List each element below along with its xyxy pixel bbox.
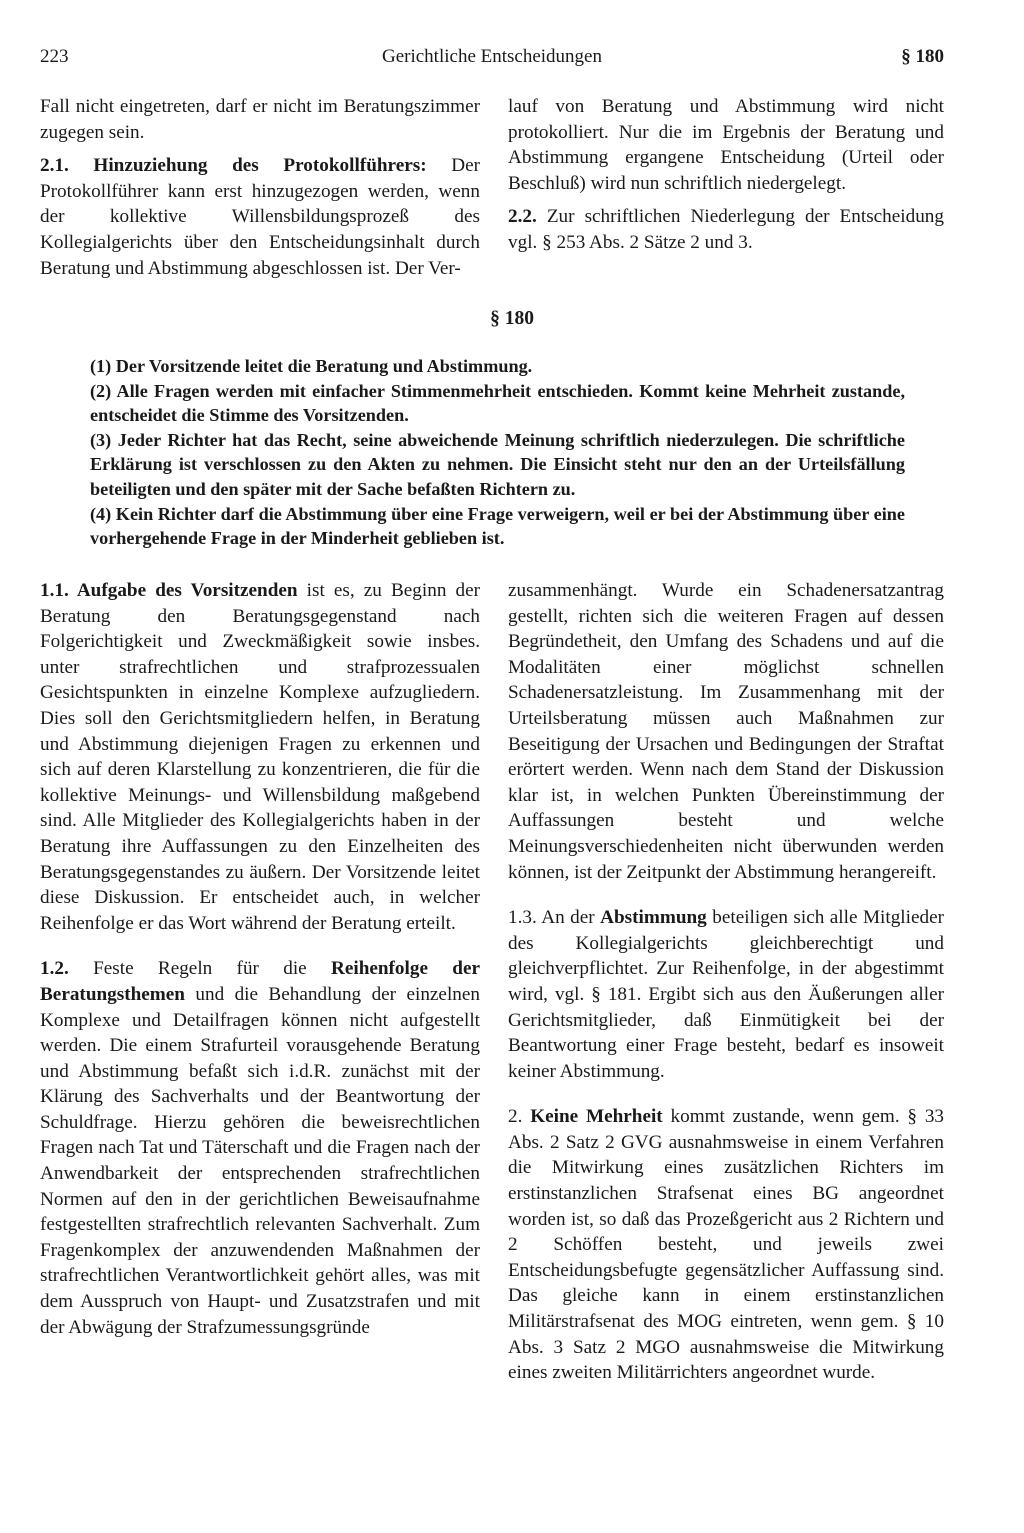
paragraph-keyword: Reihenfolge der Beratungsthemen bbox=[40, 958, 480, 1005]
paragraph-lead: 2.2. bbox=[508, 206, 537, 228]
statute-heading: § 180 bbox=[490, 308, 534, 329]
paragraph-text: beteiligen sich alle Mitglieder des Kollegialgerichts gleichberechtigt und gleichverpflichtet. Zur Reihenfolge, in der abgestimmt wird, vgl. § 181. Ergibt sich aus den Äußerungen aller Gerichtsmitglieder, daß Einmütigkeit bei der Beantwortung einer Frage besteht, bedarf es insoweit keiner Abstimmung. bbox=[508, 907, 944, 1082]
top-right-column bbox=[508, 94, 944, 256]
paragraph bbox=[508, 578, 944, 885]
paragraph-text: Zur schriftlichen Niederlegung der Entscheidung vgl. § 253 Abs. 2 Sätze 2 und 3. bbox=[508, 206, 944, 253]
section-marker: § 180 bbox=[901, 46, 944, 67]
paragraph-text: Fall nicht eingetreten, darf er nicht im Beratungszimmer zugegen sein. bbox=[40, 96, 480, 143]
paragraph-lead: 2.1. Hinzuziehung des Protokollführers: bbox=[40, 155, 427, 177]
page-number: 223 bbox=[40, 46, 69, 67]
paragraph-text: Feste Regeln für die bbox=[68, 958, 331, 980]
statute-text bbox=[90, 354, 905, 551]
paragraph-text: kommt zustande, wenn gem. § 33 Abs. 2 Satz 2 GVG ausnahmsweise in einem Verfahren die Mitwirkung eines zusätzlichen Richters im erstinstanzlichen Strafsenat eines BG angeordnet worden ist, so daß das Prozeßgericht aus 2 Richtern und 2 Schöffen besteht, und jeweils zwei Entscheidungsbefugte gegensätzlicher Auffassung sind. Das gleiche kann in einem erstinstanzlichen Militärstrafsenat des MOG eintreten, wenn gem. § 10 Abs. 3 Satz 2 MGO ausnahmsweise die Mitwirkung eines zweiten Militärrichters angeordnet wurde. bbox=[508, 1106, 945, 1384]
paragraph bbox=[40, 578, 480, 936]
paragraph-text: 1.3. An der bbox=[508, 907, 601, 929]
statute-paragraph: (2) Alle Fragen werden mit einfacher Stimmenmehrheit entschieden. Kommt keine Mehrheit zustande, entscheidet die Stimme des Vorsitzenden. bbox=[90, 380, 905, 426]
statute-paragraph: (1) Der Vorsitzende leitet die Beratung und Abstimmung. bbox=[90, 356, 533, 376]
statute-paragraph: (4) Kein Richter darf die Abstimmung über eine Frage verweigern, weil er bei der Abstimmung über eine vorhergehende Frage in der Minderheit geblieben ist. bbox=[90, 503, 905, 549]
paragraph bbox=[40, 94, 480, 145]
commentary-left-column bbox=[40, 578, 480, 1340]
statute-paragraph: (3) Jeder Richter hat das Recht, seine abweichende Meinung schriftlich niederzulegen. Die schriftliche Erklärung ist verschlossen zu den Akten zu nehmen. Die Einsicht steht nur den an der Urteilsfällung beteiligten und den später mit der Sache befaßten Richtern zu. bbox=[90, 429, 905, 499]
running-title: Gerichtliche Entscheidungen bbox=[381, 46, 602, 67]
paragraph-keyword: Abstimmung bbox=[600, 907, 707, 929]
top-left-column bbox=[40, 94, 480, 281]
paragraph-text: Der Protokollführer kann erst hinzugezogen werden, wenn der kollektive Willensbildungsprozeß des Kollegialgerichts über den Entscheidungsinhalt durch Beratung und Abstimmung abgeschlossen ist. Der Ver- bbox=[40, 155, 480, 279]
paragraph-number: 1.2. bbox=[40, 958, 69, 980]
page-header bbox=[40, 46, 944, 74]
paragraph bbox=[40, 153, 480, 281]
paragraph bbox=[508, 905, 944, 1084]
paragraph bbox=[40, 956, 480, 1340]
paragraph-text: lauf von Beratung und Abstimmung wird nicht protokolliert. Nur die im Ergebnis der Beratung und Abstimmung ergangene Entscheidung (Urteil oder Beschluß) wird nun schriftlich niedergelegt. bbox=[508, 96, 944, 194]
paragraph-keyword: Keine Mehrheit bbox=[530, 1106, 663, 1128]
paragraph-text: und die Behandlung der einzelnen Komplexe und Detailfragen können nicht aufgestellt werden. Die einem Strafurteil vorausgehende Beratung und Abstimmung befaßt sich i.d.R. zunächst mit der Klärung des Sachverhalts und der Beantwortung der Schuldfrage. Hierzu gehören die beweisrechtlichen Fragen nach Tat und Täterschaft und die Fragen nach der Anwendbarkeit der entsprechenden strafrechtlichen Normen auf den in der gerichtlichen Beweisaufnahme festgestellten strafrechtlich relevanten Sachverhalt. Zum Fragenkomplex der anzuwendenden Maßnahmen der strafrechtlichen Verantwortlichkeit gehört alles, was mit dem Ausspruch von Haupt- und Zusatzstrafen und mit der Abwägung der Strafzumessungsgründe bbox=[40, 983, 480, 1338]
paragraph bbox=[508, 204, 944, 255]
commentary-right-column bbox=[508, 578, 944, 1386]
paragraph bbox=[508, 94, 944, 196]
paragraph-lead: 1.1. Aufgabe des Vorsitzenden bbox=[40, 580, 298, 601]
paragraph-text: ist es, zu Beginn der Beratung den Beratungsgegenstand nach Folgerichtigkeit und Zweckmäßigkeit sowie insbes. unter strafrechtlichen und strafprozessualen Gesichtspunkten in einzelne Komplexe aufzugliedern. Dies soll den Gerichtsmitgliedern helfen, in Beratung und Abstimmung diejenigen Fragen zu erkennen und sich auf deren Klarstellung zu konzentrieren, die für die kollektive Meinungs- und Willensbildung maßgebend sind. Alle Mitglieder des Kollegialgerichts haben in der Beratung ihre Auffassungen zu den Einzelheiten des Beratungsgegenstandes zu äußern. Der Vorsitzende leitet diese Diskussion. Er entscheidet auch, in welcher Reihenfolge er das Wort während der Beratung erteilt. bbox=[40, 580, 481, 934]
paragraph bbox=[508, 1104, 944, 1386]
paragraph-text: zusammenhängt. Wurde ein Schadenersatzantrag gestellt, richten sich die weiteren Fragen auf dessen Begründetheit, den Umfang des Schadens und auf die Modalitäten einer möglichst schnellen Schadenersatzleistung. Im Zusammenhang mit der Urteilsberatung müssen auch Maßnahmen zur Beseitigung der Ursachen und Bedingungen der Straftat erörtert werden. Wenn nach dem Stand der Diskussion klar ist, in welchen Punkten Übereinstimmung der Auffassungen besteht und welche Meinungsverschiedenheiten nicht überwunden werden können, ist der Zeitpunkt der Abstimmung herangereift. bbox=[508, 580, 944, 883]
paragraph-text: 2. bbox=[508, 1106, 531, 1128]
